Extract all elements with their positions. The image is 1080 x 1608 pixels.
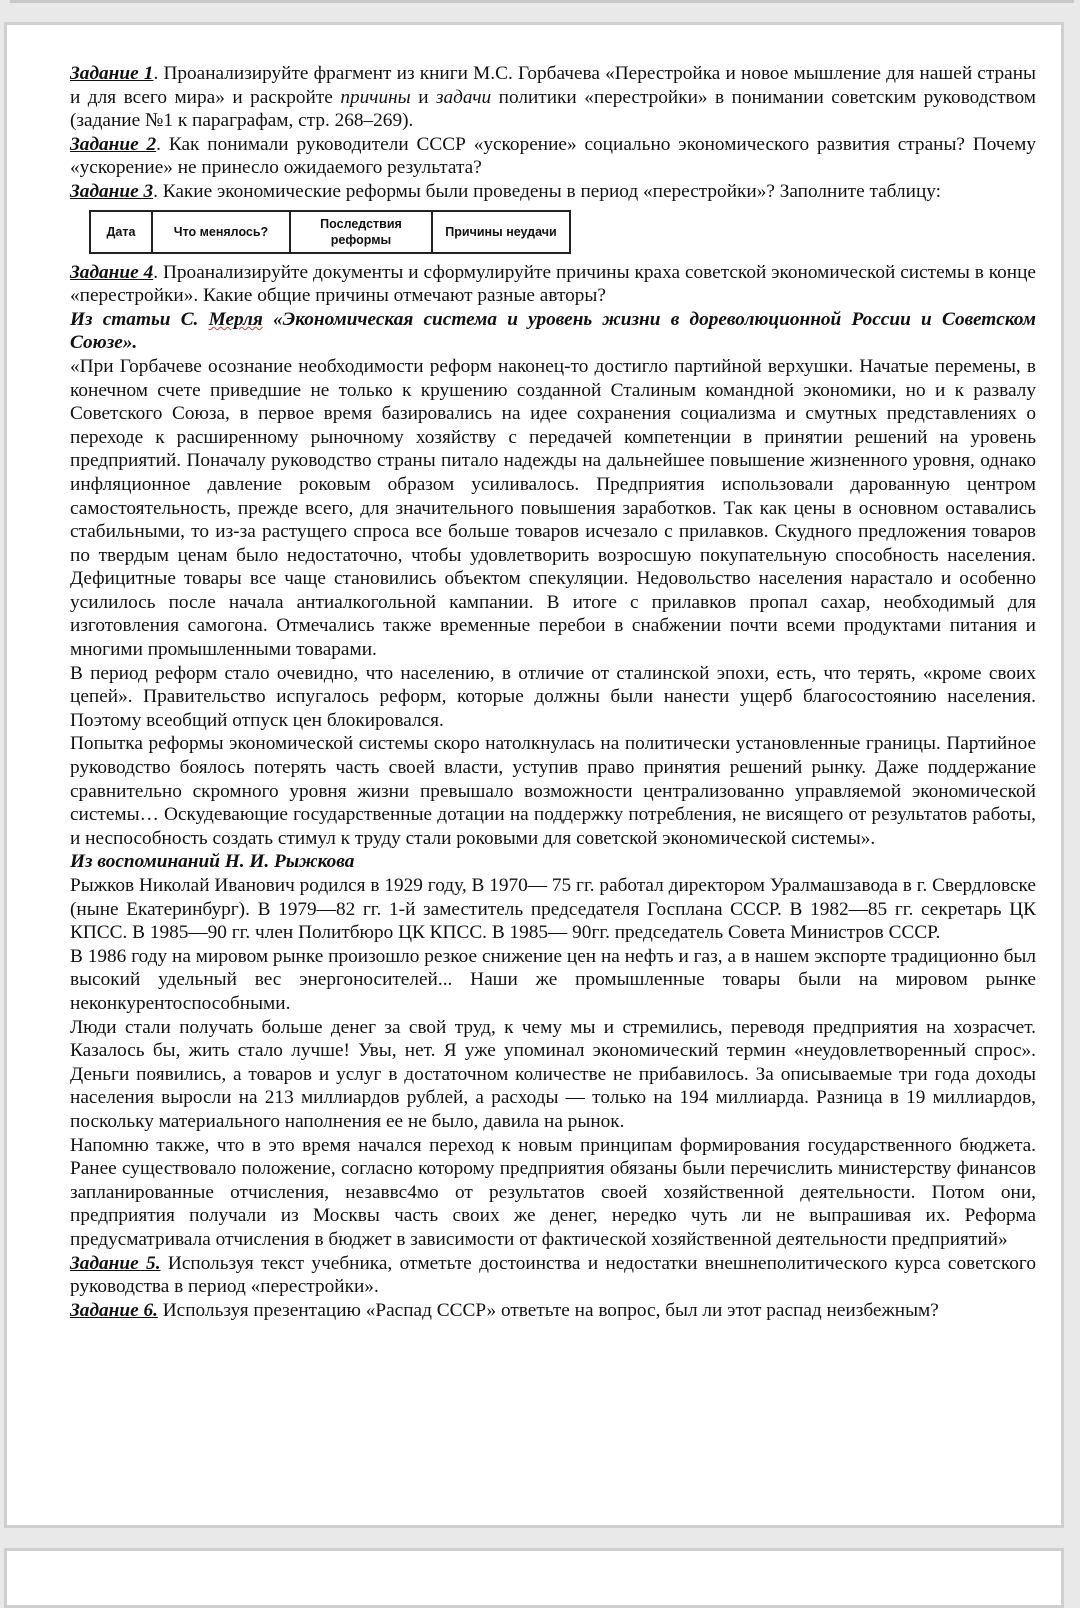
document-page[interactable]: [4, 22, 1064, 1528]
task-4-label: Задание 4: [70, 261, 154, 283]
source-ryzhkov-heading: Из воспоминаний Н. И. Рыжкова: [70, 851, 355, 873]
table-header-what-changed: Что менялось?: [152, 211, 290, 253]
task-5-text: Используя текст учебника, отметьте достоинства и недостатки внешнеполитического курса советского руководства в период «перестройки».: [70, 1252, 1036, 1298]
ryzhkov-paragraph-4: Напомню также, что в это время начался переход к новым принципам формирования государственного бюджета. Ранее существовало положение, согласно которому предприятия обязаны были перечислить министерству финансов запланированные отчисления, незаввс4мо от результатов своей хозяйственной деятельности. Потом они, предприятия получали из Москвы часть своих же денег, нередко чуть ли не выпрашивая их. Реформа предусматривала отчисления в бюджет в зависимости от фактической хозяйственной деятельности предприятий»: [70, 1134, 1036, 1250]
page-content: [70, 62, 1036, 1322]
task-1-text-a: Проанализируйте фрагмент из книги М.С. Горбачева «Перестройка и новое мышление для нашей страны и для всего мира» и раскройте: [70, 63, 1036, 108]
task-6-label: Задание 6.: [70, 1299, 158, 1321]
source-merl-prefix: Из статьи С.: [70, 308, 209, 330]
task-6-text: Используя презентацию «Распад СССР» ответьте на вопрос, был ли этот распад неизбежным?: [157, 1299, 939, 1321]
table-header-date: Дата: [90, 211, 152, 253]
task-1-italic-goals: задачи: [436, 86, 492, 108]
ryzhkov-paragraph-3: Люди стали получать больше денег за свой труд, к чему мы и стремились, переводя предприятия на хозрасчет. Казалось бы, жить стало лучше! Увы, нет. Я уже упоминал экономический термин «неудовлетворенный спрос». Деньги появились, а товаров и услуг в достаточном количестве не прибавилось. За описываемые три года доходы населения выросли на 213 миллиардов рублей, а расходы — только на 194 миллиарда. Разница в 19 миллиардов, поскольку материального наполнения ее не было, давила на рынок.: [70, 1016, 1036, 1132]
task-2: [70, 133, 1036, 180]
merl-paragraph-3: Попытка реформы экономической системы скоро натолкнулась на политически установленные границы. Партийное руководство боялось потерять часть своей власти, уступив право принятия решений рынку. Даже поддержание сравнительно скромного уровня жизни превышало возможности централизованно управляемой экономической системы… Оскудевающие государственные дотации на поддержку потребления, не висящего от результатов работы, и неспособность создать стимул к труду стали роковыми для советской экономической системы».: [70, 733, 1036, 849]
task-4: [70, 261, 1036, 308]
source-merl-author: Мерля: [208, 308, 263, 330]
table-header-failure-reasons: Причины неудачи: [432, 211, 570, 253]
next-document-page[interactable]: [4, 1548, 1064, 1608]
previous-page-edge: [10, 0, 1074, 3]
reforms-table-wrapper: [70, 204, 1036, 261]
merl-paragraph-1: «При Горбачеве осознание необходимости реформ наконец-то достигло партийной верхушки. Начатые перемены, в конечном счете приведшие не только к крушению созданной Сталиным командной экономики, но и к развалу Советского Союза, в первое время базировались на идее сохранения социализма и смутных представлениях о переходе к расширенному рыночному хозяйству с передачей компетенции в принятии решений на уровень предприятий. Поначалу руководство страны питало надежды на дальнейшее повышение жизненного уровня, однако инфляционное давление роковым образом усиливалось. Предприятия использовали дарованную центром самостоятельность, прежде всего, для значительного повышения заработков. Так как цены в основном оставались стабильными, то из-за растущего спроса все больше товаров исчезало с прилавков. Скудного предложения товаров по твердым ценам было недостаточно, чтобы удовлетворить возросшую покупательную способность населения. Дефицитные товары все чаще становились объектом спекуляции. Недовольство населения нарастало и особенно усилилось после начала антиалкогольной кампании. В итоге с прилавков пропал сахар, необходимый для изготовления самогона. Отмечались также временные перебои в снабжении почти всеми продуктами питания и многими промышленными товарами.: [70, 355, 1036, 661]
task-1-label-dot: .: [153, 63, 159, 84]
task-2-text: . Как понимали руководители СССР «ускорение» социально экономического развития страны? Почему «ускорение» не принесло ожидаемого результата?: [70, 133, 1036, 179]
task-5: [70, 1252, 1036, 1299]
task-2-label: Задание 2: [70, 133, 157, 155]
task-1-label: Задание 1: [70, 63, 154, 84]
task-5-label: Задание 5.: [70, 1252, 161, 1274]
table-header-consequences: [290, 211, 432, 253]
task-6: [70, 1299, 1036, 1323]
task-1-text-b: и: [410, 86, 437, 108]
task-3-label: Задание 3: [70, 180, 154, 202]
table-header-row: [90, 211, 570, 253]
task-3: [70, 180, 1036, 204]
task-3-text: . Какие экономические реформы были проведены в период «перестройки»? Заполните таблицу:: [153, 180, 942, 202]
source-merl-heading: [70, 308, 1036, 355]
source-merl-title: «Экономическая система и уровень жизни в дореволюционной России и Советском Союзе».: [70, 308, 1036, 354]
table-header-consequences-line2: реформы: [330, 232, 392, 247]
reforms-table: [89, 210, 571, 254]
task-4-text: . Проанализируйте документы и сформулируйте причины краха советской экономической системы в конце «перестройки». Какие общие причины отмечают разные авторы?: [70, 261, 1036, 307]
ryzhkov-paragraph-2: В 1986 году на мировом рынке произошло резкое снижение цен на нефть и газ, а в нашем экспорте традиционно был высокий удельный вес энергоносителей... Наши же промышленные товары были на мировом рынке неконкурентоспособными.: [70, 945, 1036, 1014]
viewer-background: [0, 0, 1080, 22]
task-1: [70, 62, 1036, 133]
table-header-consequences-line1: Последствия: [320, 216, 402, 231]
task-1-text-c: политики «перестройки» в понимании советским руководством (задание №1 к параграфам, стр. 268–269).: [70, 86, 1036, 132]
ryzhkov-paragraph-1: Рыжков Николай Иванович родился в 1929 году, В 1970— 75 гг. работал директором Уралмашзавода в г. Свердловске (ныне Екатеринбург). В 1979—82 гг. 1-й заместитель председателя Госплана СССР. В 1982—85 гг. секретарь ЦК КПСС. В 1985—90 гг. член Политбюро ЦК КПСС. В 1985— 90гг. председатель Совета Министров СССР.: [70, 875, 1036, 944]
merl-paragraph-2: В период реформ стало очевидно, что населению, в отличие от сталинской эпохи, есть, что терять, «кроме своих цепей». Правительство испугалось реформ, которые должны были нанести ущерб благосостоянию населения. Поэтому всеобщий отпуск цен блокировался.: [70, 662, 1036, 731]
task-1-italic-reasons: причины: [340, 86, 411, 108]
